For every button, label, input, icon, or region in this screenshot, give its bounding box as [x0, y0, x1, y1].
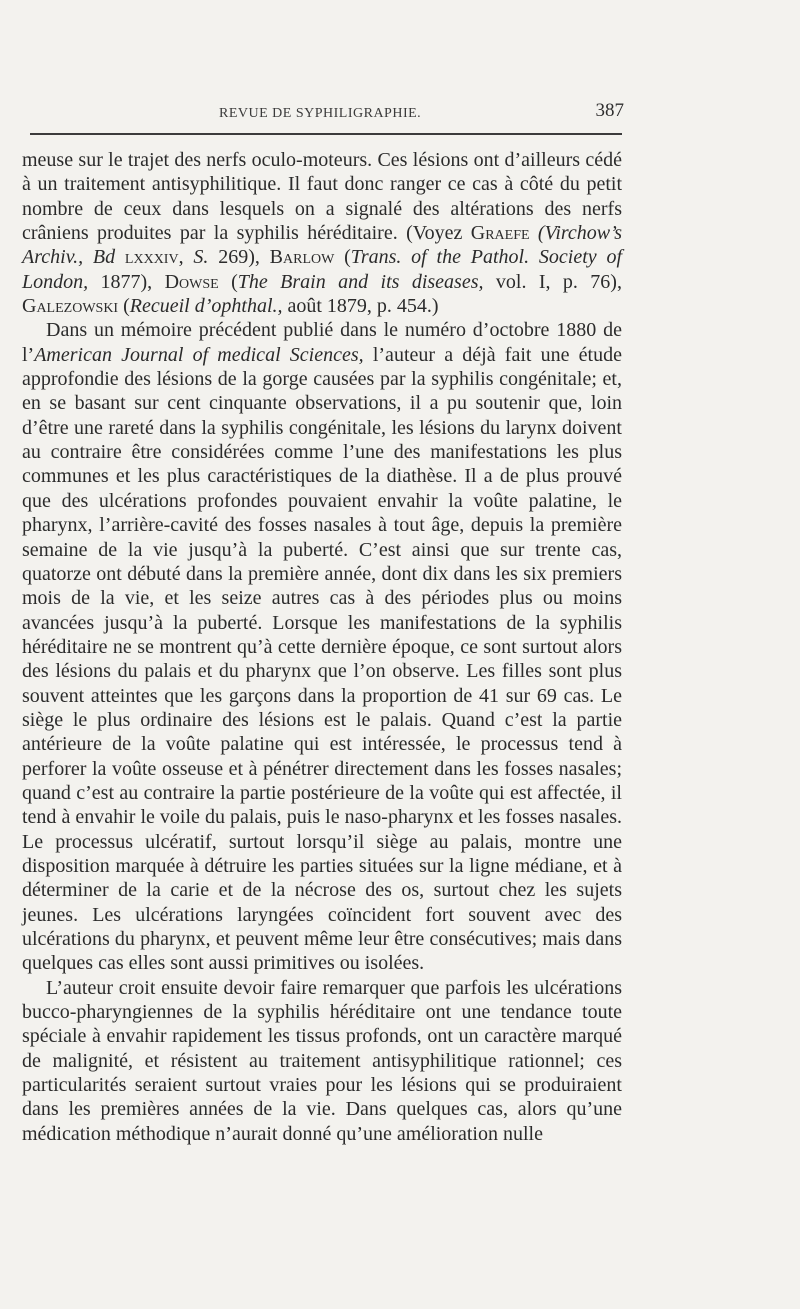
author-name: Galezowski — [22, 295, 119, 318]
running-title: REVUE DE SYPHILIGRAPHIE. — [219, 106, 422, 121]
page-number: 387 — [595, 100, 624, 121]
text-run: , — [178, 246, 194, 269]
text-run: l’auteur a déjà fait une étude approfondie des lésions de la gorge causées par la syphilis congénitale; et, en se basant sur cent cinquante observations, il a pu soutenir que, loin d’être une rareté dans la syphilis congénitale, les lésions du larynx doivent au contraire être considérées comme l’une des manifestations les plus communes et les plus caractéristiques de la diathèse. Il a de plus prouvé que des ulcérations profondes pouvaient envahir la voûte palatine, le pharynx, l’arrière-cavité des fosses nasales à tout âge, depuis la première semaine de la vie jusqu’à la puberté. C’est ainsi que sur trente cas, quatorze ont débuté dans la première année, dont dix dans les six premiers mois de la vie, et les seize autres cas à des périodes plus ou moins avancées jusqu’à la puberté. Lorsque les manifestations de la syphilis héréditaire ne se montrent qu’à cette dernière époque, ce sont surtout alors des lésions du palais et du pharynx que l’on observe. Les filles sont plus souvent atteintes que les garçons dans la proportion de 41 sur 69 cas. Le siège le plus ordinaire des lésions est le palais. Quand c’est la partie antérieure de la voûte palatine qui est intéressée, le processus tend à perforer la voûte osseuse et à pénétrer directement dans les fosses nasales; quand c’est au contraire la partie postérieure de la voûte qui est affectée, il tend à envahir le voile du palais, puis le naso-pharynx et les fosses nasales. Le processus ulcératif, surtout lorsqu’il siège au palais, montre une disposition marquée à détruire les parties situées sur la ligne médiane, et à déterminer de la carie et de la nécrose des os, surtout chez les sujets jeunes. Les ulcérations laryngées coïncident fort souvent avec des ulcérations du pharynx, et peuvent même leur être consécutives; mais dans quelques cas elles sont aussi primitives ou isolées. — [22, 343, 622, 975]
text-run: Dans un mémoire précédent publié dans le numéro d’octobre 1880 de l’ — [22, 319, 622, 366]
text-run: meuse sur le trajet des nerfs oculo-moteurs. Ces lésions ont d’ailleurs cédé à un traitement antisyphilitique. Il faut donc ranger ce cas à côté du petit nombre de ceux dans lesquels on a signalé des altérations des nerfs crâniens produites par la syphilis héréditaire. (Voyez — [22, 149, 622, 245]
text-run: ( — [218, 270, 238, 293]
text-run: ( — [334, 246, 351, 269]
paragraph — [22, 976, 622, 1146]
paragraph — [22, 148, 622, 318]
citation-title: S. — [193, 246, 209, 269]
citation-title: The Brain and its diseases, — [237, 270, 484, 293]
text-run: 269), — [208, 246, 270, 269]
page-header — [24, 100, 624, 130]
citation-title: American Journal of medical Sciences, — [34, 343, 364, 366]
citation-title: (Virchow’s Archiv., Bd — [22, 222, 622, 269]
citation-title: Trans. of the Pathol. Society of London, — [22, 246, 623, 293]
text-run: 1877), — [88, 270, 165, 293]
author-name: lxxxiv — [124, 246, 179, 269]
text-run: L’auteur croit ensuite devoir faire remarquer que parfois les ulcérations bucco-pharyngiennes de la syphilis héréditaire ont une tendance toute spéciale à envahir rapidement les tissus profonds, ont un caractère marqué de malignité, et résistent au traitement antisyphilitique rationnel; ces particularités seraient surtout vraies pour les lésions qui se produiraient dans les premières années de la vie. Dans quelques cas, alors qu’une médication méthodique n’aurait donné qu’une amélioration nulle — [22, 976, 622, 1145]
text-run: vol. I, p. 76), — [483, 270, 622, 293]
body-text — [22, 148, 622, 1146]
author-name: Barlow — [269, 246, 335, 269]
text-run: août 1879, p. 454.) — [282, 295, 439, 318]
paragraph — [22, 318, 622, 975]
author-name: Dowse — [164, 270, 219, 293]
text-run — [530, 222, 538, 244]
text-run — [115, 246, 125, 268]
header-rule — [30, 133, 622, 135]
citation-title: Recueil d’ophthal., — [129, 295, 283, 318]
text-run: ( — [118, 295, 130, 318]
author-name: Graefe — [470, 222, 530, 245]
